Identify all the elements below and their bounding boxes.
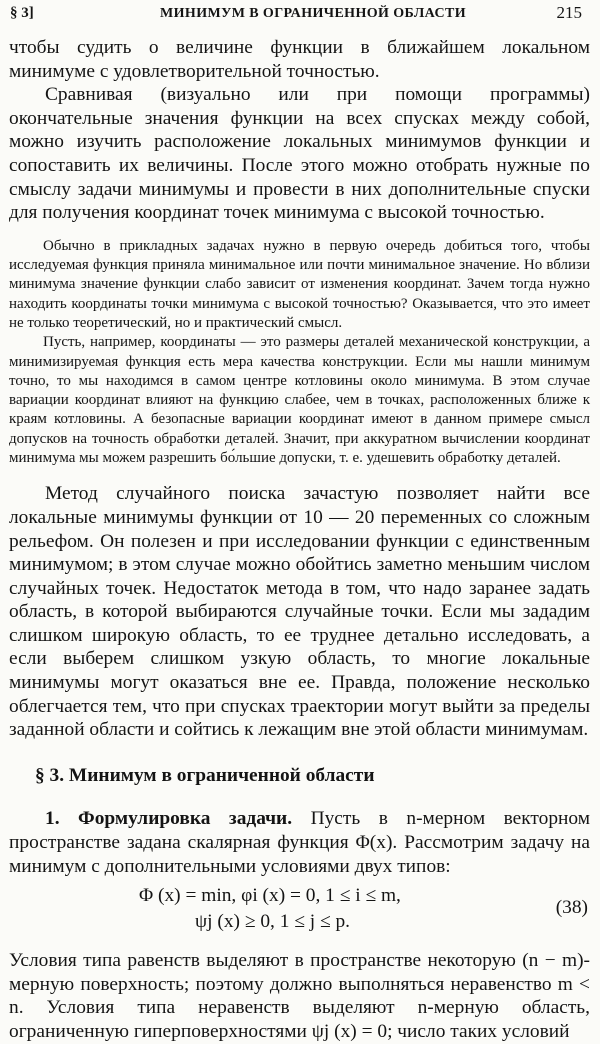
paragraph-conditions: Условия типа равенств выделяют в пространстве некоторую (n − m)-мерную поверхность; поэтому должно выполняться неравенство m < n. Условия типа неравенств выделяют n-мерную область, ограниченную гиперповерхностями ψj (x) = 0; число таких условий bbox=[9, 950, 590, 1042]
subsection-runin-heading: 1. Формулировка задачи. bbox=[45, 808, 293, 830]
equation-line-2: ψj (x) ≥ 0, 1 ≤ j ≤ p. bbox=[195, 911, 351, 933]
header-section-ref: § 3] bbox=[10, 5, 34, 21]
running-header bbox=[10, 2, 588, 24]
section-heading bbox=[35, 764, 590, 788]
subsection-paragraph bbox=[9, 807, 590, 878]
paragraph-continuation: чтобы судить о величине функции в ближайшем локальном минимуме с удовлетворительной точностью. bbox=[9, 37, 590, 82]
subsection-text: Пусть в n-мерном векторном пространстве задана скалярная функция Φ(x). Рассмотрим задачу на минимум с дополнительными условиями двух типов: bbox=[9, 808, 591, 877]
equation-number: (38) bbox=[555, 897, 588, 919]
equation-line-1: Φ (x) = min, φi (x) = 0, 1 ≤ i ≤ m, bbox=[139, 885, 401, 907]
page-body bbox=[9, 36, 590, 1044]
paragraph-random-search: Метод случайного поиска зачастую позволяет найти все локальные минимумы функции от 10 — 20 переменных со сложным рельефом. Он полезен и при исследовании функции с единственным минимумом; в этом случае можно обойтись заметно меньшим числом случайных точек. Недостаток метода в том, что надо заранее задать область, в которой выбираются случайные точки. Если мы зададим слишком широкую область, то ее труднее детально исследовать, а если выберем слишком узкую область, то многие локальные минимумы могут оказаться вне ее. Правда, положение несколько облегчается тем, что при спусках траектории могут выйти за пределы заданной области и сойтись к лежащим вне этой области минимумам. bbox=[9, 483, 590, 741]
section-title-text: § 3. Минимум в ограниченной области bbox=[35, 764, 375, 786]
header-title: МИНИМУМ В ОГРАНИЧЕННОЙ ОБЛАСТИ bbox=[160, 6, 467, 21]
smallprint-paragraph-1: Обычно в прикладных задачах нужно в первую очередь добиться того, чтобы исследуемая функция приняла минимальное или почти минимальное значение. Но вблизи минимума значение функции слабо зависит от изменения координат. Зачем тогда нужно находить координаты точки минимума с высокой точностью? Оказывается, что это имеет не только теоретический, но и практический смысл. bbox=[9, 237, 590, 331]
equation-38 bbox=[9, 885, 590, 945]
page-number: 215 bbox=[556, 3, 582, 22]
paragraph-compare-minima: Сравнивая (визуально или при помощи программы) окончательные значения функции на всех спусках между собой, можно изучить расположение локальных минимумов функции и сопоставить их величины. После этого можно отобрать нужные по смыслу задачи минимумы и провести в них дополнительные спуски для получения координат точек минимума с высокой точностью. bbox=[9, 84, 590, 224]
smallprint-paragraph-2: Пусть, например, координаты — это размеры деталей механической конструкции, а минимизируемая функция есть мера качества конструкции. Если мы нашли минимум точно, то мы находимся в самом центре котловины около минимума. В этом случае вариации координат влияют на функцию слабее, чем в точках, расположенных ближе к краям котловины. А безопасные вариации координат имеют в данном примере смысл допусков на точность обработки деталей. Значит, при аккуратном вычислении координат минимума мы можем разрешить бо́льшие допуски, т. е. удешевить обработку деталей. bbox=[9, 334, 590, 467]
